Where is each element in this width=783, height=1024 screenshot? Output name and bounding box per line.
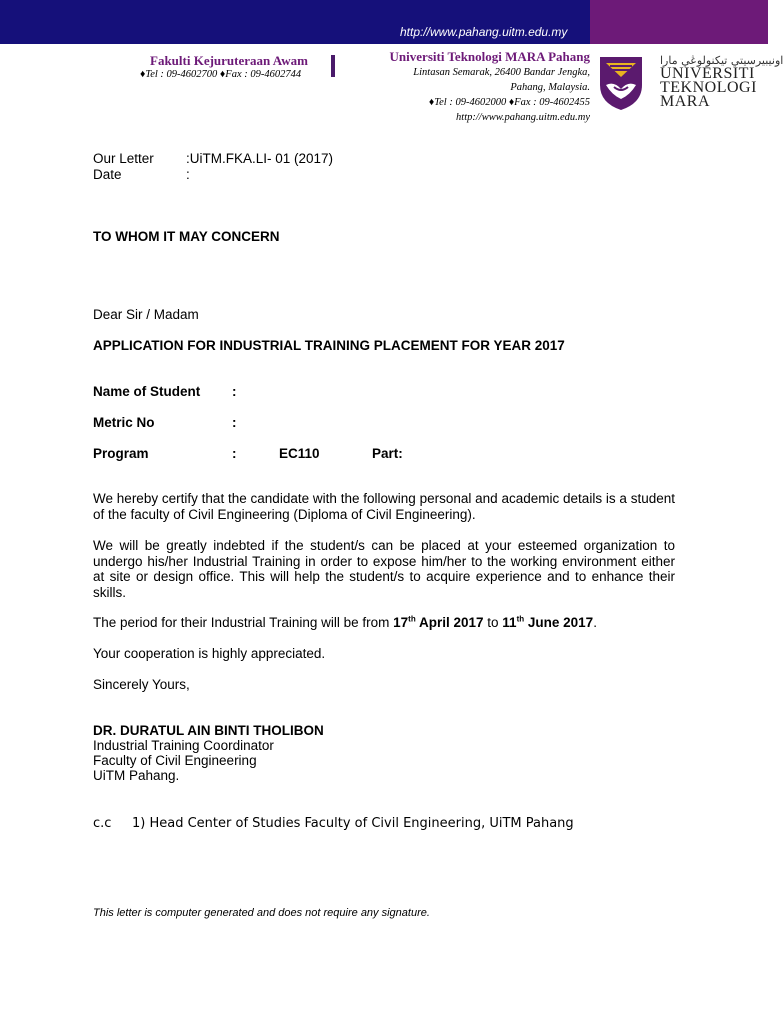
header-url[interactable]: http://www.pahang.uitm.edu.my bbox=[400, 25, 568, 39]
wordmark-line-1: UNIVERSITI bbox=[660, 65, 755, 82]
university-address-block bbox=[352, 49, 590, 125]
faculty-name: Fakulti Kejuruteraan Awam bbox=[150, 53, 308, 68]
cooperation-line: Your cooperation is highly appreciated. bbox=[93, 646, 326, 661]
start-date bbox=[393, 615, 483, 630]
header-banner-accent bbox=[590, 0, 768, 44]
salutation: Dear Sir / Madam bbox=[93, 307, 199, 322]
signatory-name: DR. DURATUL AIN BINTI THOLIBON bbox=[93, 723, 324, 738]
student-name-colon: : bbox=[232, 384, 237, 399]
end-day-suffix: th bbox=[516, 614, 525, 624]
cc-item: 1) Head Center of Studies Faculty of Civil Engineering, UiTM Pahang bbox=[132, 816, 574, 831]
our-letter-value: :UiTM.FKA.LI- 01 (2017) bbox=[186, 151, 334, 166]
university-contact: ♦Tel : 09-4602000 ♦Fax : 09-4602455 bbox=[428, 97, 590, 108]
cc-label: c.c bbox=[93, 816, 112, 831]
part-label: Part: bbox=[372, 446, 403, 461]
university-url[interactable]: http://www.pahang.uitm.edu.my bbox=[456, 112, 590, 123]
to-word: to bbox=[483, 615, 503, 630]
recipient: TO WHOM IT MAY CONCERN bbox=[93, 229, 280, 244]
program-value: EC110 bbox=[279, 446, 320, 461]
our-letter-label: Our Letter bbox=[93, 151, 154, 166]
faculty-contact: ♦Tel : 09-4602700 ♦Fax : 09-4602744 bbox=[140, 69, 302, 80]
signatory-faculty: Faculty of Civil Engineering bbox=[93, 753, 257, 768]
address-line-2: Pahang, Malaysia. bbox=[510, 82, 590, 93]
signatory-title: Industrial Training Coordinator bbox=[93, 738, 274, 753]
training-period-paragraph bbox=[93, 615, 675, 631]
date-value: : bbox=[186, 167, 190, 182]
wordmark-line-3: MARA bbox=[660, 93, 711, 110]
start-day: 17 bbox=[393, 615, 409, 630]
uitm-wordmark bbox=[660, 54, 783, 110]
signatory-campus: UiTM Pahang. bbox=[93, 768, 180, 783]
wordmark-jawi: اونيبيرسيتي تيكنولوڠي مارا bbox=[660, 54, 783, 67]
period-prefix: The period for their Industrial Training will be from bbox=[93, 615, 394, 630]
period-end: . bbox=[593, 615, 597, 630]
university-name: Universiti Teknologi MARA Pahang bbox=[389, 49, 590, 64]
metric-no-label: Metric No bbox=[93, 415, 155, 430]
subject-line: APPLICATION FOR INDUSTRIAL TRAINING PLACEMENT FOR YEAR 2017 bbox=[93, 338, 565, 353]
start-month-year: April 2017 bbox=[415, 615, 484, 630]
request-paragraph: We will be greatly indebted if the student/s can be placed at your esteemed organization to undergo his/her Industrial Training in order to expose him/her to the working environment either at site or design office. This will help the student/s to acquire experience and to enhance their skills. bbox=[93, 538, 675, 600]
end-date bbox=[502, 615, 593, 630]
certification-paragraph: We hereby certify that the candidate with the following personal and academic details is a student of the faculty of Civil Engineering (Diploma of Civil Engineering). bbox=[93, 491, 675, 522]
program-label: Program bbox=[93, 446, 149, 461]
address-line-1: Lintasan Semarak, 26400 Bandar Jengka, bbox=[413, 67, 590, 78]
uitm-crest-icon bbox=[596, 55, 646, 111]
metric-no-colon: : bbox=[232, 415, 237, 430]
wordmark-line-2: TEKNOLOGI bbox=[660, 79, 757, 96]
end-day: 11 bbox=[502, 615, 517, 630]
program-colon: : bbox=[232, 446, 237, 461]
footer-note: This letter is computer generated and does not require any signature. bbox=[93, 907, 430, 919]
end-month-year: June 2017 bbox=[524, 615, 594, 630]
header-divider bbox=[331, 55, 335, 77]
student-name-label: Name of Student bbox=[93, 384, 201, 399]
closing-line: Sincerely Yours, bbox=[93, 677, 190, 692]
start-day-suffix: th bbox=[408, 614, 416, 624]
date-label: Date bbox=[93, 167, 122, 182]
